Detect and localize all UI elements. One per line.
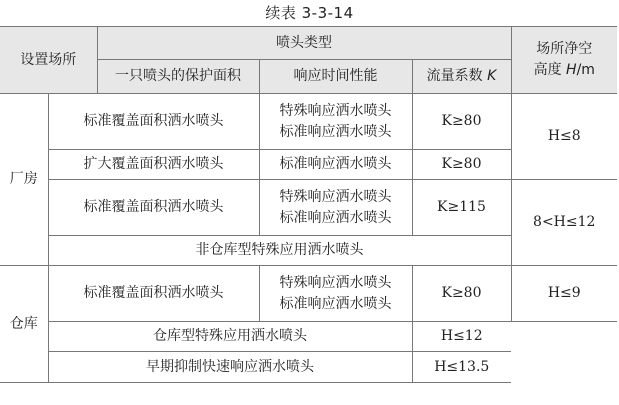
height-cell: H≤12 bbox=[412, 322, 511, 352]
response-line: 特殊响应洒水喷头 bbox=[279, 188, 392, 205]
response-cell bbox=[259, 180, 412, 236]
table-caption: 续表 3-3-14 bbox=[265, 4, 354, 22]
response-line: 标准响应洒水喷头 bbox=[279, 295, 392, 312]
header-protection-area: 一只喷头的保护面积 bbox=[97, 60, 259, 94]
location-factory: 厂房 bbox=[0, 94, 48, 266]
merged-cell: 非仓库型特殊应用洒水喷头 bbox=[48, 236, 511, 266]
merged-cell: 早期抑制快速响应洒水喷头 bbox=[48, 352, 412, 383]
height-cell: H≤8 bbox=[511, 94, 617, 180]
merged-cell: 仓库型特殊应用洒水喷头 bbox=[48, 322, 412, 352]
location-warehouse: 仓库 bbox=[0, 266, 48, 383]
height-cell: H≤13.5 bbox=[412, 352, 511, 383]
k-cell: K≥80 bbox=[412, 94, 511, 150]
table-row bbox=[0, 94, 617, 150]
header-location: 设置场所 bbox=[0, 27, 97, 94]
table-row bbox=[0, 180, 617, 236]
k-cell: K≥80 bbox=[412, 150, 511, 180]
area-cell: 标准覆盖面积洒水喷头 bbox=[48, 94, 259, 150]
area-cell: 标准覆盖面积洒水喷头 bbox=[48, 266, 259, 322]
height-cell: 8<H≤12 bbox=[511, 180, 617, 266]
area-cell: 扩大覆盖面积洒水喷头 bbox=[48, 150, 259, 180]
header-flow-coefficient: 流量系数 K bbox=[412, 60, 511, 94]
sprinkler-table bbox=[0, 26, 617, 383]
height-cell: H≤9 bbox=[511, 266, 617, 322]
table-row bbox=[0, 352, 617, 383]
response-line: 特殊响应洒水喷头 bbox=[279, 102, 392, 119]
area-cell: 标准覆盖面积洒水喷头 bbox=[48, 180, 259, 236]
header-sprinkler-type: 喷头类型 bbox=[97, 27, 511, 60]
response-cell: 标准响应洒水喷头 bbox=[259, 150, 412, 180]
response-line: 特殊响应洒水喷头 bbox=[279, 274, 392, 291]
table-row bbox=[0, 322, 617, 352]
response-cell bbox=[259, 266, 412, 322]
table-header-row bbox=[0, 27, 617, 60]
header-response: 响应时间性能 bbox=[259, 60, 412, 94]
header-height: 场所净空 高度 H/m bbox=[511, 27, 617, 94]
table-row bbox=[0, 266, 617, 322]
response-cell bbox=[259, 94, 412, 150]
k-cell: K≥80 bbox=[412, 266, 511, 322]
response-line: 标准响应洒水喷头 bbox=[279, 209, 392, 226]
response-line: 标准响应洒水喷头 bbox=[279, 123, 392, 140]
k-cell: K≥115 bbox=[412, 180, 511, 236]
